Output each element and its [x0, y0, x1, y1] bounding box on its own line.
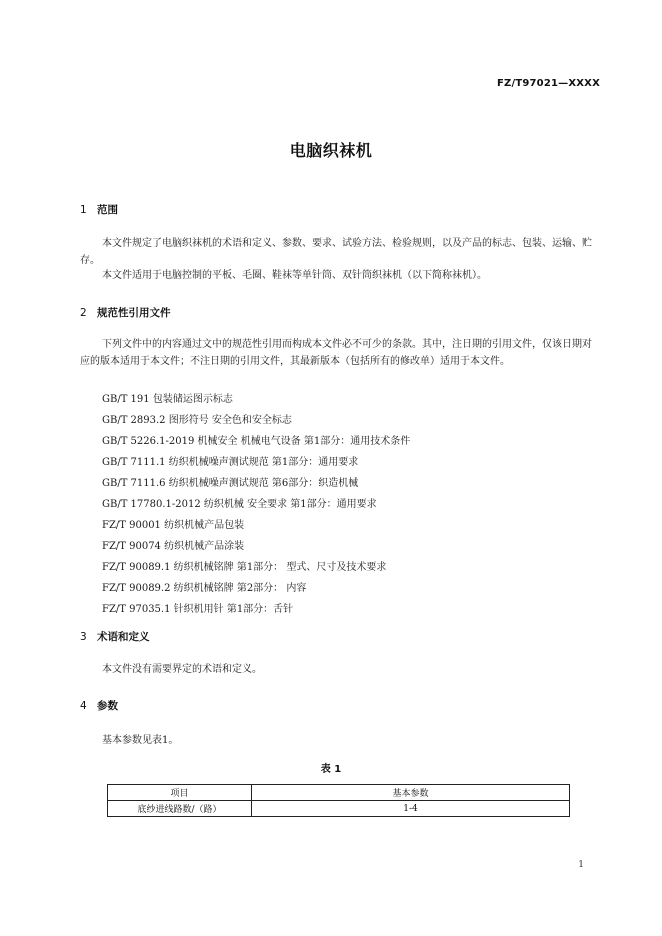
- section-title: 参数: [97, 700, 118, 712]
- reference-item: GB/T 7111.1 纺织机械噪声测试规范 第1部分：通用要求: [102, 457, 359, 468]
- section-heading-parameters: [80, 698, 118, 713]
- section-heading-normative-references: [80, 305, 171, 320]
- reference-item: GB/T 191 包装储运图示标志: [102, 394, 233, 405]
- table-row: [108, 801, 570, 817]
- section-title: 术语和定义: [97, 631, 150, 643]
- document-title: 电脑织袜机: [289, 141, 373, 160]
- reference-item: FZ/T 90074 纺织机械产品涂装: [102, 541, 245, 552]
- scope-paragraph-2: 本文件适用于电脑控制的平板、毛圈、鞋袜等单针筒、双针筒织袜机（以下简称袜机）。: [102, 270, 487, 281]
- section-title: 规范性引用文件: [97, 307, 171, 319]
- normative-reference-list: [102, 389, 410, 620]
- reference-item: FZ/T 90089.1 纺织机械铭牌 第1部分： 型式、尺寸及技术要求: [102, 562, 387, 573]
- reference-item: GB/T 17780.1-2012 纺织机械 安全要求 第1部分：通用要求: [102, 499, 377, 510]
- section-heading-scope: [80, 202, 118, 217]
- reference-item: GB/T 2893.2 图形符号 安全色和安全标志: [102, 415, 292, 426]
- parameters-paragraph: 基本参数见表1。: [102, 735, 179, 746]
- table-header-cell: 项目: [108, 785, 252, 801]
- terms-paragraph: 本文件没有需要界定的术语和定义。: [102, 664, 262, 675]
- table-header-cell: 基本参数: [252, 785, 570, 801]
- section-heading-terms: [80, 629, 150, 644]
- scope-paragraph-1: 本文件规定了电脑织袜机的术语和定义、参数、要求、试验方法、检验规则，以及产品的标志、包装、运输、贮存。: [80, 238, 592, 266]
- table-cell: 底纱进线路数/（路）: [108, 801, 252, 817]
- section-number: 2: [80, 307, 87, 319]
- table-caption: 表 1: [320, 764, 342, 775]
- page-number: 1: [578, 860, 584, 870]
- reference-item: GB/T 5226.1-2019 机械安全 机械电气设备 第1部分：通用技术条件: [102, 436, 411, 447]
- section-number: 4: [80, 700, 87, 712]
- section-title: 范围: [97, 204, 118, 216]
- document-number: FZ/T97021—XXXX: [497, 78, 600, 89]
- normative-intro-paragraph: 下列文件中的内容通过文中的规范性引用而构成本文件必不可少的条款。其中，注日期的引用文件，仅该日期对应的版本适用于本文件；不注日期的引用文件，其最新版本（包括所有的修改单）适用于本文件。: [80, 339, 592, 367]
- reference-item: GB/T 7111.6 纺织机械噪声测试规范 第6部分：织造机械: [102, 478, 359, 489]
- table-cell: 1-4: [252, 801, 570, 817]
- reference-item: FZ/T 90001 纺织机械产品包装: [102, 520, 245, 531]
- section-number: 3: [80, 631, 87, 643]
- table-header-row: [108, 785, 570, 801]
- section-number: 1: [80, 204, 87, 216]
- parameters-table: [107, 784, 570, 817]
- reference-item: FZ/T 90089.2 纺织机械铭牌 第2部分： 内容: [102, 583, 307, 594]
- reference-item: FZ/T 97035.1 针织机用针 第1部分：舌针: [102, 604, 294, 615]
